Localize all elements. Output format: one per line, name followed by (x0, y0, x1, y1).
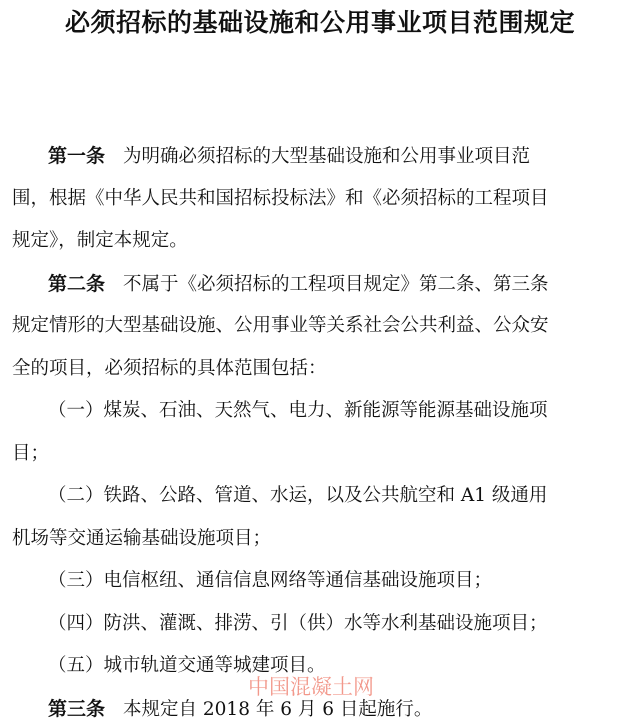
article-1-text-1: 为明确必须招标的大型基础设施和公用事业项目范 (123, 146, 531, 167)
article-2-text-1: 不属于《必须招标的工程项目规定》第二条、第三条 (123, 274, 549, 295)
item-1-line-1: （一）煤炭、石油、天然气、电力、新能源等能源基础设施项 (48, 400, 548, 421)
article-2-label: 第二条 (48, 273, 106, 295)
watermark-logo: 中国混凝土网 (248, 675, 374, 699)
item-4-line-1: （四）防洪、灌溉、排涝、引（供）水等水利基础设施项目； (48, 613, 548, 634)
article-3-label: 第三条 (48, 698, 106, 720)
article-2-line-2: 规定情形的大型基础设施、公用事业等关系社会公共利益、公众安 (12, 315, 549, 336)
document-title: 必须招标的基础设施和公用事业项目范围规定 (64, 8, 575, 37)
item-1-line-2: 目； (12, 443, 50, 464)
item-3-line-1: （三）电信枢纽、通信信息网络等通信基础设施项目； (48, 570, 493, 591)
item-5-line-1: （五）城市轨道交通等城建项目。 (48, 655, 326, 676)
article-2-line-3: 全的项目，必须招标的具体范围包括： (12, 358, 327, 379)
item-2-line-1: （二）铁路、公路、管道、水运，以及公共航空和 A1 级通用 (48, 485, 548, 506)
article-3-line-1 (48, 696, 432, 723)
article-1-line-2: 围，根据《中华人民共和国招标投标法》和《必须招标的工程项目 (12, 188, 549, 209)
article-1-line-1 (48, 143, 530, 170)
item-2-line-2: 机场等交通运输基础设施项目； (12, 528, 272, 549)
article-1-label: 第一条 (48, 145, 106, 167)
article-2-line-1 (48, 271, 549, 298)
article-1-line-3: 规定》，制定本规定。 (12, 230, 188, 251)
article-3-text-1: 本规定自 2018 年 6 月 6 日起施行。 (123, 699, 433, 720)
